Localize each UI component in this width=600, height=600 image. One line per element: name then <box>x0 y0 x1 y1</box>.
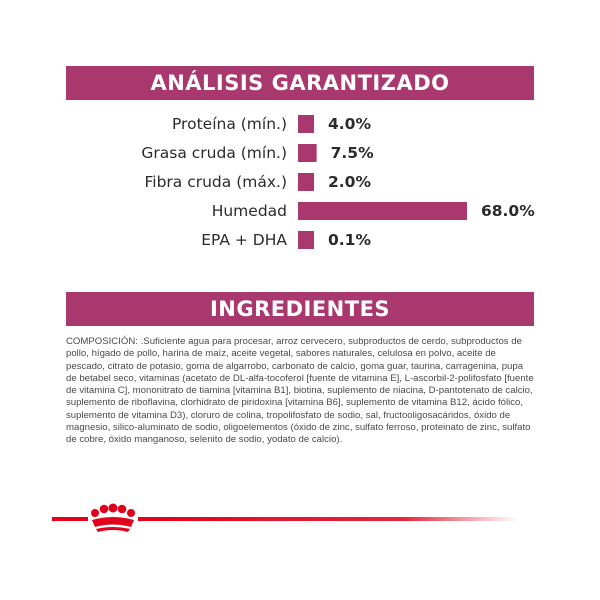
analysis-bar-chart <box>0 100 600 260</box>
value-label: 0.1% <box>328 231 371 249</box>
bar <box>298 231 314 249</box>
row-label: Humedad <box>211 202 287 220</box>
row-label: EPA + DHA <box>201 231 287 249</box>
footer-line-left <box>52 517 88 521</box>
ingredients-header: INGREDIENTES <box>66 292 534 326</box>
value-label: 4.0% <box>328 115 371 133</box>
ingredients-composition-text: COMPOSICIÓN: .Suficiente agua para procesar, arroz cervecero, subproductos de cerdo, subproductos de pollo, hígado de pollo, harina de maíz, aceite vegetal, sabores naturales, celulosa en polvo, aceite de pescado, citrato de potasio, goma de algarrobo, carbonato de calcio, goma guar, taurina, carragenina, pupa de betabel seco, vitaminas (acetato de DL-alfa-tocoferol [fuente de vitamina E], L-ascorbil-2-polifosfato [fuente de vitamina C], mononitrato de tiamina [vitamina B1], biotina, suplemento de niacina, D-pantotenato de calcio, suplemento de riboflavina, clorhidrato de piridoxina [vitamina B6], suplemento de vitamina B12, ácido fólico, suplemento de vitamina D3), cloruro de colina, tropolifosfato de sodio, sal, fructooligosacáridos, óxido de magnesio, silico-aluminato de sodio, oligoelementos (óxido de zinc, sulfato ferroso, proteinato de zinc, sulfato de cobre, óxido manganoso, selenito de sodio, yodato de calcio). <box>66 336 534 446</box>
value-label: 68.0% <box>480 202 535 220</box>
crown-logo-icon <box>91 504 135 533</box>
value-label: 7.5% <box>330 144 374 162</box>
analysis-header: ANÁLISIS GARANTIZADO <box>66 66 534 100</box>
row-label: Proteína (mín.) <box>171 115 287 133</box>
bar <box>298 173 314 191</box>
bar <box>298 202 467 220</box>
row-label: Fibra cruda (máx.) <box>144 173 287 191</box>
row-label: Grasa cruda (mín.) <box>141 144 287 162</box>
value-label: 2.0% <box>328 173 371 191</box>
bar <box>298 144 317 162</box>
bar <box>298 115 314 133</box>
footer-line-right <box>138 517 518 521</box>
royal-canin-footer-band <box>0 500 600 550</box>
